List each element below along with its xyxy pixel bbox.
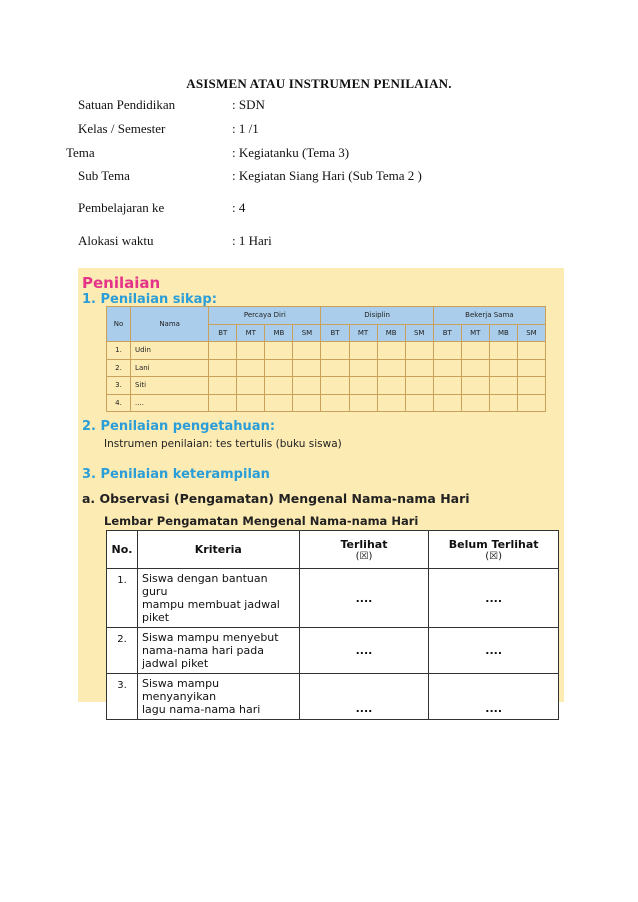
col-bt: BT (433, 324, 461, 342)
col-mb: MB (265, 324, 293, 342)
section-pengetahuan-heading: 2. Penilaian pengetahuan: (82, 419, 276, 434)
meta-label: Pembelajaran ke (78, 200, 165, 215)
row-kriteria (137, 674, 299, 720)
table-row (107, 628, 559, 674)
col-mb: MB (489, 324, 517, 342)
checkbox-icon: (☒) (485, 550, 503, 562)
col-belum-label: Belum Terlihat (448, 537, 539, 551)
row-kriteria (137, 628, 299, 674)
row-no: 2. (107, 628, 138, 674)
table-row (107, 394, 546, 412)
sikap-header-row (107, 307, 546, 325)
row-kriteria (137, 569, 299, 628)
col-belum-terlihat (429, 531, 559, 569)
meta-value: : Kegiatan Siang Hari (Sub Tema 2 ) (232, 168, 422, 183)
col-mt: MT (461, 324, 489, 342)
penilaian-panel (78, 268, 564, 716)
terlihat-cell: .... (299, 674, 429, 720)
kriteria-line: jadwal piket (141, 657, 209, 670)
belum-terlihat-cell: .... (429, 569, 559, 628)
table-row (107, 674, 559, 720)
document-title: ASISMEN ATAU INSTRUMEN PENILAIAN. (186, 76, 452, 91)
pengetahuan-text: Instrumen penilaian: tes tertulis (buku siswa) (104, 438, 342, 450)
col-group-percaya-diri: Percaya Diri (209, 307, 321, 325)
meta-label: Kelas / Semester (78, 121, 166, 136)
col-terlihat (299, 531, 429, 569)
meta-label: Alokasi waktu (78, 233, 154, 248)
row-no: 2. (107, 359, 131, 377)
sikap-table (106, 306, 546, 412)
col-group-bekerja-sama: Bekerja Sama (433, 307, 545, 325)
col-terlihat-label: Terlihat (340, 537, 388, 551)
col-mt: MT (237, 324, 265, 342)
meta-value: : SDN (232, 97, 265, 112)
meta-value: : 4 (232, 200, 246, 215)
row-nama: Udin (131, 342, 209, 360)
terlihat-cell: .... (299, 628, 429, 674)
section-keterampilan-heading: 3. Penilaian keterampilan (82, 467, 270, 482)
kriteria-line: piket (141, 611, 170, 624)
observasi-heading: a. Observasi (Pengamatan) Mengenal Nama-nama Hari (82, 491, 470, 506)
kriteria-line: Siswa mampu menyebut (141, 631, 279, 644)
row-no: 1. (107, 569, 138, 628)
col-sm: SM (405, 324, 433, 342)
col-no: No. (107, 531, 138, 569)
kriteria-line: Siswa dengan bantuan guru (141, 572, 268, 598)
table-row (107, 569, 559, 628)
meta-value: : 1 Hari (232, 233, 272, 248)
belum-terlihat-cell: .... (429, 628, 559, 674)
col-no: No (107, 307, 131, 342)
row-no: 1. (107, 342, 131, 360)
table-row (107, 377, 546, 395)
col-sm: SM (293, 324, 321, 342)
col-mt: MT (349, 324, 377, 342)
kriteria-line: nama-nama hari pada (141, 644, 265, 657)
row-no: 4. (107, 394, 131, 412)
kriteria-line: Siswa mampu menyanyikan (141, 677, 220, 703)
table-row (107, 342, 546, 360)
kriteria-line: lagu nama-nama hari (141, 703, 261, 716)
row-nama: Lani (131, 359, 209, 377)
table-row (107, 359, 546, 377)
row-no: 3. (107, 377, 131, 395)
col-kriteria: Kriteria (137, 531, 299, 569)
col-bt: BT (321, 324, 349, 342)
belum-terlihat-cell: .... (429, 674, 559, 720)
row-no: 3. (107, 674, 138, 720)
col-nama: Nama (131, 307, 209, 342)
col-sm: SM (517, 324, 545, 342)
col-group-disiplin: Disiplin (321, 307, 433, 325)
col-bt: BT (209, 324, 237, 342)
meta-label: Tema (66, 145, 95, 160)
lembar-pengamatan-heading: Lembar Pengamatan Mengenal Nama-nama Hari (104, 514, 419, 528)
meta-label: Sub Tema (78, 168, 130, 183)
penilaian-heading: Penilaian (82, 274, 161, 292)
kriteria-line: mampu membuat jadwal (141, 598, 280, 611)
col-mb: MB (377, 324, 405, 342)
terlihat-cell: .... (299, 569, 429, 628)
meta-value: : Kegiatanku (Tema 3) (232, 145, 350, 160)
obs-header-row (107, 531, 559, 569)
observasi-table (106, 530, 559, 720)
meta-label: Satuan Pendidikan (78, 97, 176, 112)
row-nama: Siti (131, 377, 209, 395)
section-sikap-heading: 1. Penilaian sikap: (82, 292, 217, 307)
checkbox-icon: (☒) (355, 550, 373, 562)
row-nama: .... (131, 394, 209, 412)
meta-value: : 1 /1 (232, 121, 259, 136)
